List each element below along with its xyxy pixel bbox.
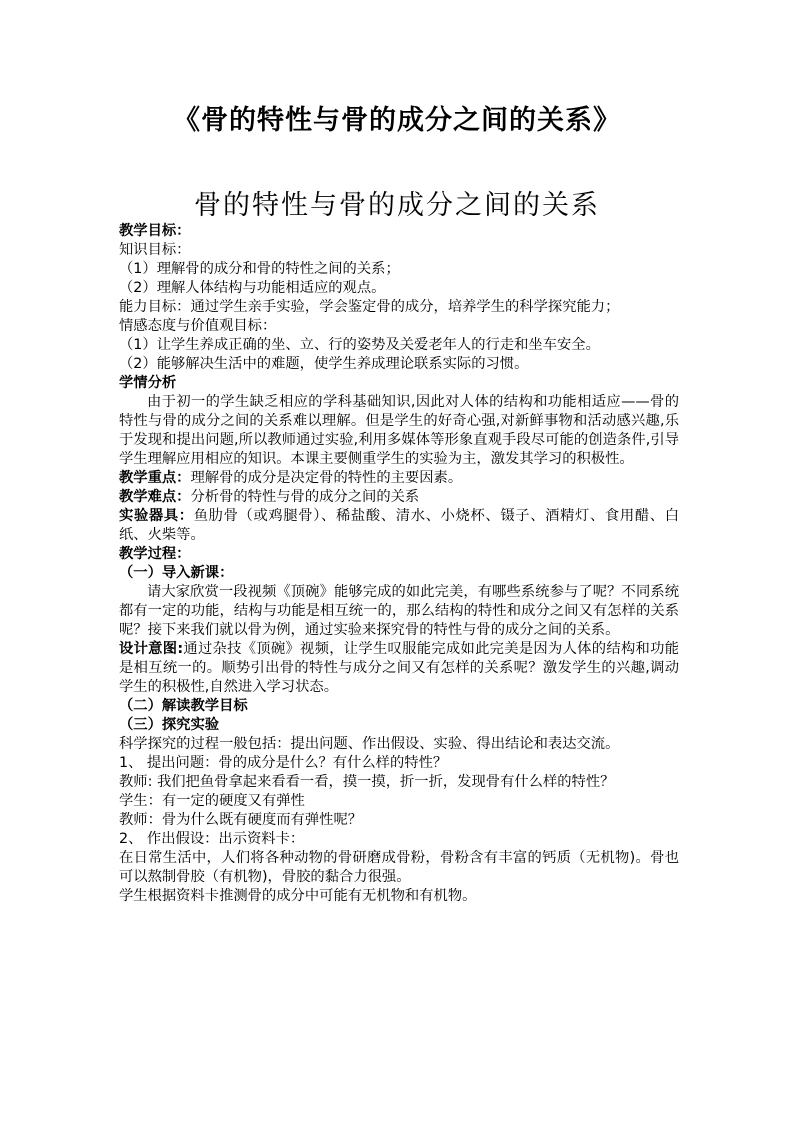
- student-line-2: 学生根据资料卡推测骨的成分中可能有无机物和有机物。: [119, 888, 477, 904]
- document-body: [119, 222, 679, 906]
- emotion-goals-label: 情感态度与价值观目标：: [119, 318, 277, 334]
- inquiry-line: 科学探究的过程一般包括：提出问题、作出假设、实验、得出结论和表达交流。: [119, 736, 620, 752]
- data-card-paragraph: 在日常生活中，人们将各种动物的骨研磨成骨粉，骨粉含有丰富的钙质（无机物)。骨也可以熬制骨胶（有机物)，骨胶的黏合力很强。: [119, 850, 679, 885]
- section-heading-goals: 教学目标：: [119, 223, 191, 239]
- student-line-1: 学生：有一定的硬度又有弹性: [119, 793, 305, 809]
- analysis-paragraph: 由于初一的学生缺乏相应的学科基础知识,因此对人体的结构和功能相适应——骨的特性与骨的成分之间的关系难以理解。但是学生的好奇心强,对新鲜事物和活动感兴趣,乐于发现和提出问题,所以教师通过实验,利用多媒体等形象直观手段尽可能的创造条件,引导学生理解应用相应的知识。本课主要侧重学生的实验为主，激发其学习的积极性。: [119, 394, 679, 467]
- step2-heading: （二）解读教学目标: [119, 698, 248, 714]
- lesson-title: 骨的特性与骨的成分之间的关系: [194, 190, 600, 221]
- teacher-line-1: 教师: 我们把鱼骨拿起来看看一看，摸一摸，折一折，发现骨有什么样的特性？: [119, 774, 615, 790]
- question-1: 1、 提出问题：骨的成分是什么？有什么样的特性？: [119, 755, 448, 771]
- design-intent-paragraph: 设计意图:通过杂技《顶碗》视频，让学生叹服能完成如此完美是因为人体的结构和功能是相互统一的。顺势引出骨的特性与成分之间又有怎样的关系呢？激发学生的兴趣,调动学生的积极性,自然进入学习状态。: [119, 641, 679, 695]
- document-title: 《骨的特性与骨的成分之间的关系》: [173, 105, 621, 136]
- emotion-goal-1: （1）让学生养成正确的坐、立、行的姿势及关爱老年人的行走和坐车安全。: [119, 337, 600, 353]
- teacher-line-2: 教师：骨为什么既有硬度而有弹性呢？: [119, 812, 363, 828]
- step1-paragraph: 请大家欣赏一段视频《顶碗》能够完成的如此完美，有哪些系统参与了呢？不同系统都有一定的功能，结构与功能是相互统一的，那么结构的特性和成分之间又有怎样的关系呢？接下来我们就以骨为例，通过实验来探究骨的特性与骨的成分之间的关系。: [119, 584, 679, 638]
- equipment-paragraph: 实验器具：鱼肋骨（或鸡腿骨）、稀盐酸、清水、小烧杯、镊子、酒精灯、食用醋、白纸、火柴等。: [119, 508, 679, 543]
- ability-goal: 能力目标：通过学生亲手实验，学会鉴定骨的成分，培养学生的科学探究能力；: [119, 299, 620, 315]
- step1-heading: （一）导入新课：: [119, 565, 234, 581]
- question-2: 2、 作出假设：出示资料卡：: [119, 831, 305, 847]
- knowledge-goals-label: 知识目标：: [119, 242, 191, 258]
- knowledge-goal-2: （2）理解人体结构与功能相适应的观点。: [119, 280, 386, 296]
- knowledge-goal-1: （1）理解骨的成分和骨的特性之间的关系；: [119, 261, 400, 277]
- step3-heading: （三）探究实验: [119, 717, 220, 733]
- emotion-goal-2: （2）能够解决生活中的难题，使学生养成理论联系实际的习惯。: [119, 356, 529, 372]
- difficulty-point: 教学难点：分析骨的特性与骨的成分之间的关系: [119, 489, 420, 505]
- section-heading-analysis: 学情分析: [119, 375, 177, 391]
- section-heading-process: 教学过程：: [119, 546, 191, 562]
- key-point: 教学重点：理解骨的成分是决定骨的特性的主要因素。: [119, 470, 463, 486]
